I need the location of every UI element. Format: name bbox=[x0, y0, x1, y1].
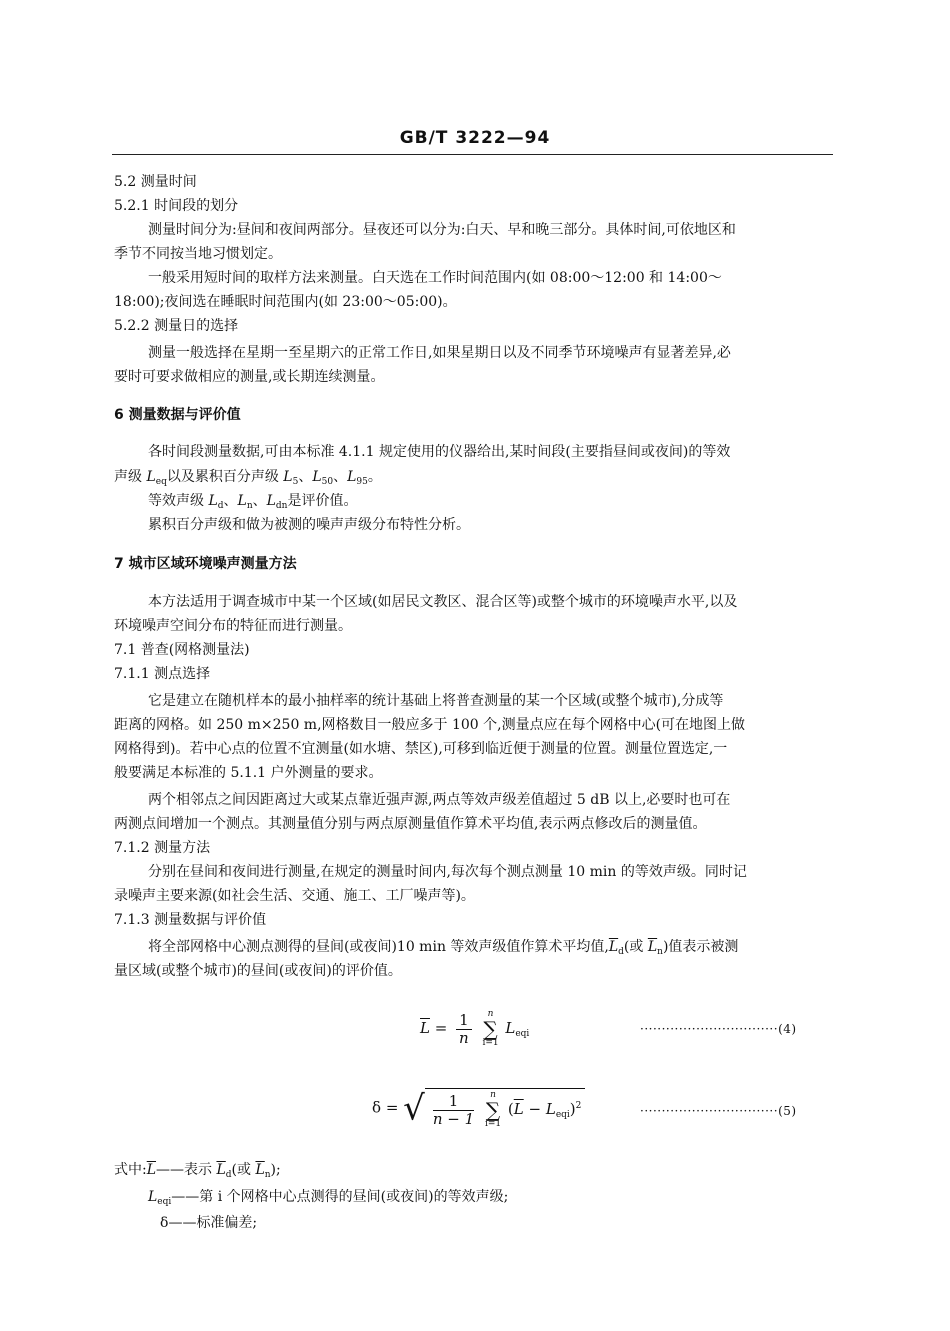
equation-5: δ = √ $\frac{1}{n - 1}$ n ∑ i=1 $(\overline{L} - L_{eqi})^2$ bbox=[372, 1088, 585, 1129]
heading-5-2-2: 5.2.2 测量日的选择 bbox=[114, 318, 239, 334]
paragraph-line: 它是建立在随机样本的最小抽样率的统计基础上将普查测量的某一个区域(或整个城市),分成等 bbox=[148, 693, 724, 709]
paragraph-line: 距离的网格。如 250 m×250 m,网格数目一般应多于 100 个,测量点应在每个网格中心(可在地图上做 bbox=[114, 717, 746, 733]
paragraph-line: 般要满足本标准的 5.1.1 户外测量的要求。 bbox=[114, 765, 383, 781]
paragraph-line: 网格得到)。若中心点的位置不宜测量(如水塘、禁区),可移到临近便于测量的位置。测量位置选定,一 bbox=[114, 741, 728, 757]
header-rule bbox=[112, 154, 833, 155]
where-definition-2: $L_{eqi}——$第 i 个网格中心点测得的昼间(或夜间)的等效声级; bbox=[148, 1189, 509, 1207]
heading-7-1: 7.1 普查(网格测量法) bbox=[114, 642, 250, 658]
paragraph-line: 分别在昼间和夜间进行测量,在规定的测量时间内,每次每个测点测量 10 min 的等效声级。同时记 bbox=[148, 864, 747, 880]
paragraph-line: 录噪声主要来源(如社会生活、交通、施工、工厂噪声等)。 bbox=[114, 888, 475, 904]
equation-4-leader: ································(4) bbox=[640, 1022, 797, 1036]
paragraph-line: 本方法适用于调查城市中某一个区域(如居民文教区、混合区等)或整个城市的环境噪声水平,以及 bbox=[148, 594, 738, 610]
heading-5-2-1: 5.2.1 时间段的划分 bbox=[114, 198, 239, 214]
paragraph-line-symbols: 等效声级 $L_d$、$L_n$、$L_{dn}$是评价值。 bbox=[148, 493, 358, 511]
paragraph-line: 量区域(或整个城市)的昼间(或夜间)的评价值。 bbox=[114, 963, 402, 979]
heading-5-2: 5.2 测量时间 bbox=[114, 174, 197, 190]
summation-icon: n ∑ i=1 bbox=[482, 1009, 499, 1048]
paragraph-line: 测量时间分为:昼间和夜间两部分。昼夜还可以分为:白天、早和晚三部分。具体时间,可依地区和 bbox=[148, 222, 736, 238]
heading-7: 7 城市区域环境噪声测量方法 bbox=[114, 556, 297, 572]
heading-6: 6 测量数据与评价值 bbox=[114, 407, 241, 423]
paragraph-line: 两个相邻点之间因距离过大或某点靠近强声源,两点等效声级差值超过 5 dB 以上,必要时也可在 bbox=[148, 792, 731, 808]
paragraph-line: 各时间段测量数据,可由本标准 4.1.1 规定使用的仪器给出,某时间段(主要指昼间或夜间)的等效 bbox=[148, 444, 731, 460]
paragraph-line: 两测点间增加一个测点。其测量值分别与两点原测量值作算术平均值,表示两点修改后的测量值。 bbox=[114, 816, 707, 832]
where-definition-3: δ——标准偏差; bbox=[160, 1215, 258, 1231]
paragraph-line: 一般采用短时间的取样方法来测量。白天选在工作时间范围内(如 08:00～12:00 和 14:00～ bbox=[148, 270, 722, 286]
paragraph-line: 18:00);夜间选在睡眠时间范围内(如 23:00～05:00)。 bbox=[114, 294, 457, 310]
paragraph-line: 环境噪声空间分布的特征而进行测量。 bbox=[114, 618, 352, 634]
equation-5-leader: ································(5) bbox=[640, 1104, 797, 1118]
where-definition-1: 式中$:\overline{L}——$表示 $\overline{L}_d$(或 $\overline{L}_n$); bbox=[114, 1162, 281, 1180]
paragraph-line: 测量一般选择在星期一至星期六的正常工作日,如果星期日以及不同季节环境噪声有显著差异,必 bbox=[148, 345, 731, 361]
heading-7-1-3: 7.1.3 测量数据与评价值 bbox=[114, 912, 267, 928]
square-root-icon: √ $\frac{1}{n - 1}$ n ∑ i=1 $(\overline{L} - L_{eqi})^2$ bbox=[403, 1088, 585, 1129]
paragraph-line: 季节不同按当地习惯划定。 bbox=[114, 246, 282, 262]
paragraph-line: 要时可要求做相应的测量,或长期连续测量。 bbox=[114, 369, 385, 385]
paragraph-line: 累积百分声级和做为被测的噪声声级分布特性分析。 bbox=[148, 517, 470, 533]
heading-7-1-1: 7.1.1 测点选择 bbox=[114, 666, 211, 682]
standard-code-header: GB/T 3222—94 bbox=[399, 128, 551, 148]
equation-4: $\overline{L}$ = $\frac{1}{n}$ n ∑ i=1 $L_{eqi}$ bbox=[420, 1009, 530, 1048]
heading-7-1-2: 7.1.2 测量方法 bbox=[114, 840, 211, 856]
paragraph-line-symbols: 声级 $L_{eq}$以及累积百分声级 $L_5$、$L_{50}$、$L_{95}$。 bbox=[114, 469, 382, 487]
paragraph-line-symbols: 将全部网格中心测点测得的昼间(或夜间)10 min 等效声级值作算术平均值$,\overline{L}_d$(或 $\overline{L}_n$)值表示被测 bbox=[148, 939, 739, 957]
